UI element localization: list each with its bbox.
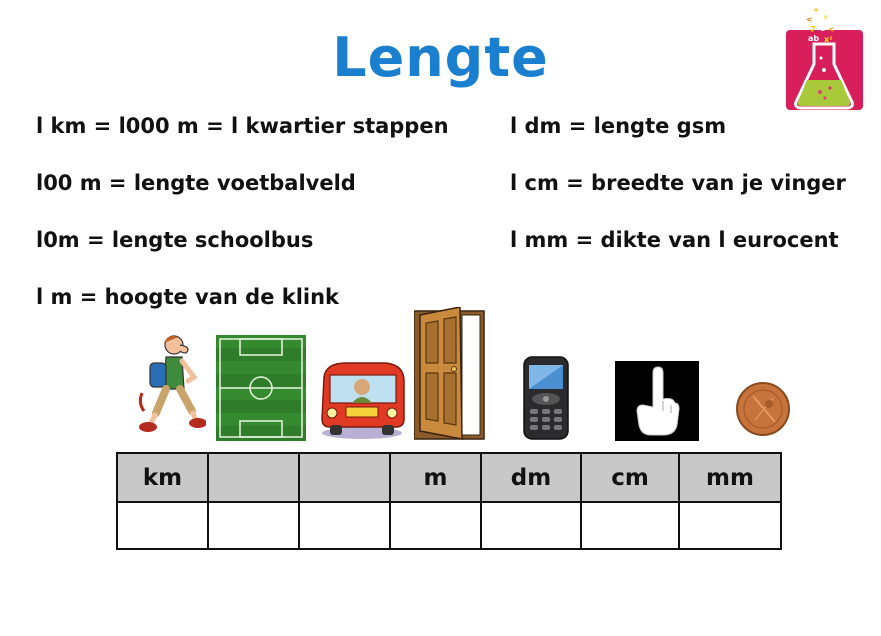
table-row bbox=[117, 502, 781, 549]
unit-conversion-table bbox=[116, 452, 782, 550]
door-icon bbox=[414, 307, 486, 441]
table-cell[interactable] bbox=[208, 502, 299, 549]
fact-100m: l00 m = lengte voetbalveld bbox=[36, 171, 356, 195]
table-cell[interactable] bbox=[581, 502, 679, 549]
fact-1m: l m = hoogte van de klink bbox=[36, 285, 340, 309]
svg-text:o: o bbox=[820, 24, 826, 33]
table-cell[interactable] bbox=[117, 502, 208, 549]
fact-km: l km = l000 m = l kwartier stappen bbox=[36, 114, 449, 138]
svg-text:x²: x² bbox=[824, 35, 833, 44]
header-cell-hm bbox=[208, 453, 299, 502]
school-bus-icon bbox=[316, 357, 408, 441]
table-cell[interactable] bbox=[679, 502, 781, 549]
svg-text:<: < bbox=[806, 15, 813, 24]
page-title: Lengte bbox=[332, 26, 549, 89]
football-field-icon bbox=[216, 335, 306, 441]
table-header-row bbox=[117, 453, 781, 502]
svg-text:7: 7 bbox=[810, 25, 816, 34]
header-cell-m: m bbox=[390, 453, 481, 502]
table-cell[interactable] bbox=[390, 502, 481, 549]
pointing-finger-icon bbox=[615, 361, 699, 441]
svg-text:*: * bbox=[814, 7, 819, 16]
header-cell-mm: mm bbox=[679, 453, 781, 502]
fact-cm: l cm = breedte van je vinger bbox=[510, 171, 846, 195]
fact-dm: l dm = lengte gsm bbox=[510, 114, 727, 138]
table-cell[interactable] bbox=[299, 502, 390, 549]
svg-text:r: r bbox=[824, 13, 828, 22]
table-cell[interactable] bbox=[481, 502, 581, 549]
svg-text:<: < bbox=[828, 25, 835, 34]
svg-text:x: x bbox=[814, 16, 820, 25]
mobile-phone-icon bbox=[522, 355, 570, 441]
header-cell-km: km bbox=[117, 453, 208, 502]
svg-text:ab: ab bbox=[808, 34, 820, 43]
fact-mm: l mm = dikte van l eurocent bbox=[510, 228, 839, 252]
header-cell-dm: dm bbox=[481, 453, 581, 502]
fact-10m: l0m = lengte schoolbus bbox=[36, 228, 314, 252]
eurocent-coin-icon bbox=[735, 380, 791, 438]
header-cell-cm: cm bbox=[581, 453, 679, 502]
flask-icon bbox=[780, 4, 870, 114]
hiker-icon bbox=[134, 333, 206, 433]
header-cell-dam bbox=[299, 453, 390, 502]
lab-flask-logo bbox=[786, 7, 863, 110]
